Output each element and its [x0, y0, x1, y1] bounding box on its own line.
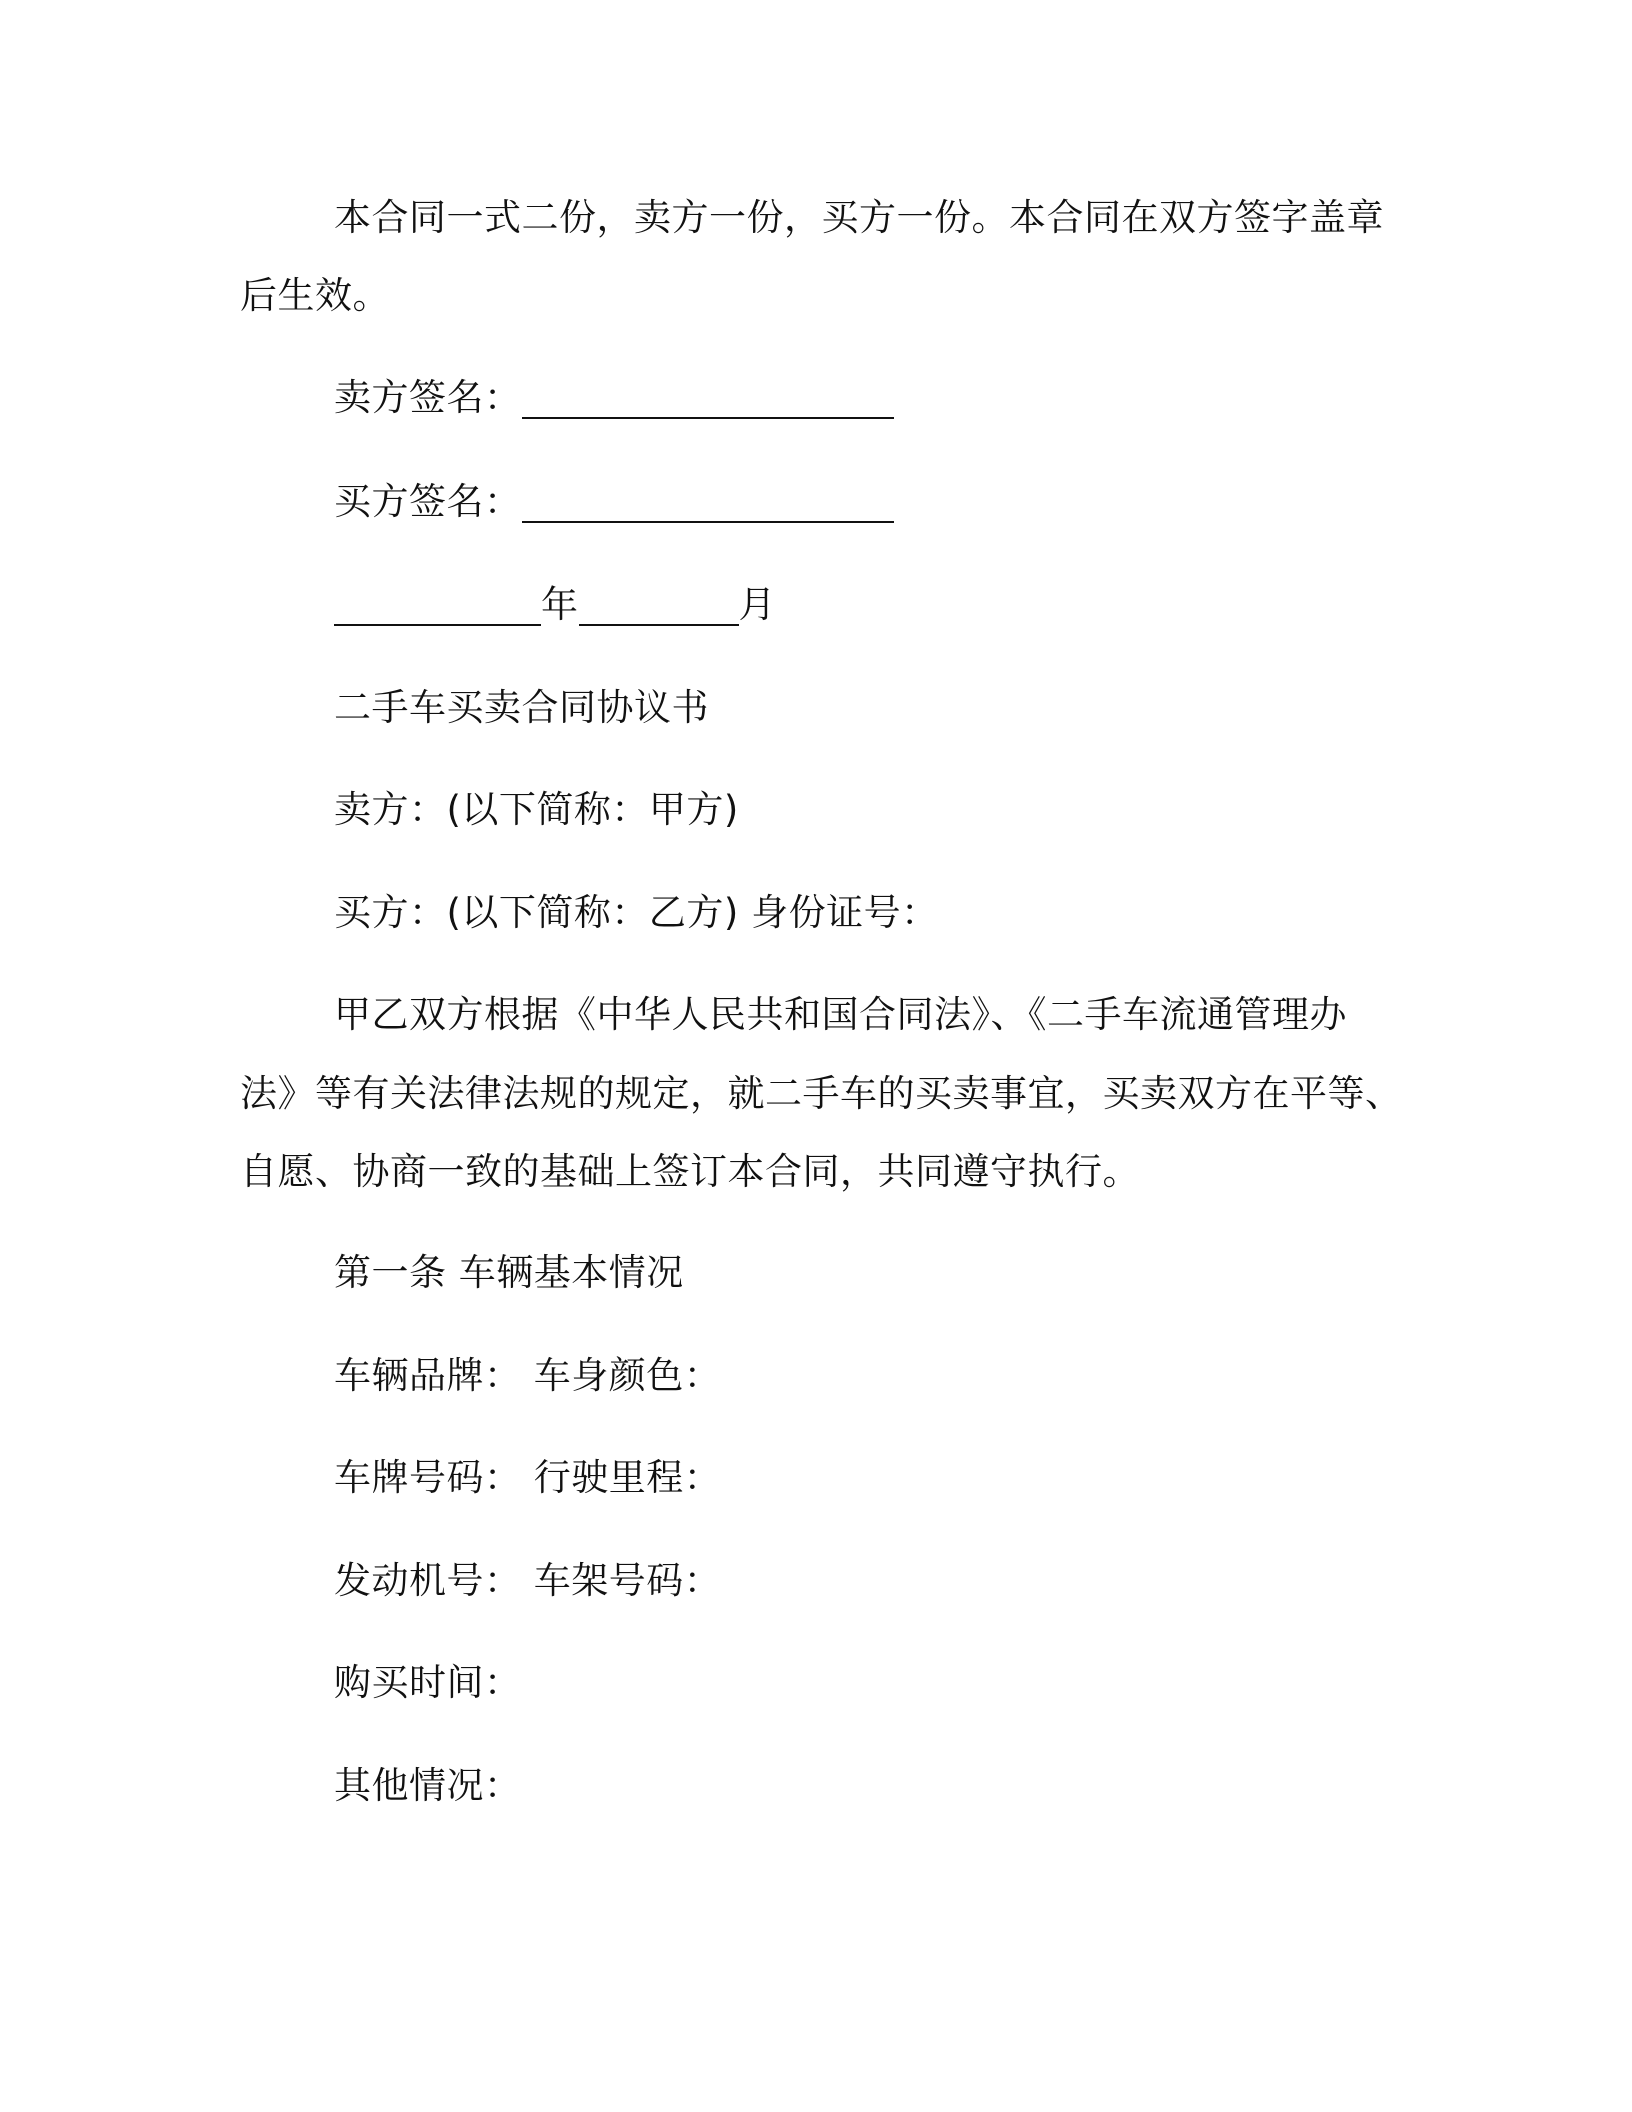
vehicle-engine-frame: 发动机号： 车架号码：: [334, 1559, 722, 1602]
month-label: 月: [738, 583, 776, 626]
effect-clause-line-1: 本合同一式二份，卖方一份，买方一份。本合同在双方签字盖章: [334, 196, 1384, 239]
year-blank[interactable]: [334, 584, 541, 626]
seller-signature-label: 卖方签名：: [334, 376, 522, 419]
preamble-line-3: 自愿、协商一致的基础上签订本合同，共同遵守执行。: [240, 1150, 1140, 1193]
month-blank[interactable]: [579, 584, 739, 626]
preamble-line-1: 甲乙双方根据《中华人民共和国合同法》、《二手车流通管理办: [334, 993, 1347, 1036]
vehicle-brand-color: 车辆品牌： 车身颜色：: [334, 1354, 722, 1397]
vehicle-other-info: 其他情况：: [334, 1764, 522, 1807]
seller-signature-row: [334, 358, 1400, 438]
preamble-line-2: 法》等有关法律法规的规定，就二手车的买卖事宜，买卖双方在平等、: [240, 1072, 1403, 1115]
year-label: 年: [541, 583, 579, 626]
article1-heading: 第一条 车辆基本情况: [334, 1251, 684, 1294]
date-row: [334, 565, 1400, 645]
vehicle-plate-mileage: 车牌号码： 行驶里程：: [334, 1456, 722, 1499]
buyer-signature-blank[interactable]: [522, 481, 894, 523]
seller-signature-blank[interactable]: [522, 377, 894, 419]
buyer-signature-row: [334, 462, 1400, 542]
buyer-signature-label: 买方签名：: [334, 480, 522, 523]
vehicle-purchase-time: 购买时间：: [334, 1661, 522, 1704]
seller-line: 卖方：(以下简称：甲方): [334, 788, 739, 831]
effect-clause-line-2: 后生效。: [240, 274, 390, 317]
buyer-line: 买方：(以下简称：乙方) 身份证号：: [334, 891, 939, 934]
contract-title: 二手车买卖合同协议书: [334, 686, 709, 729]
